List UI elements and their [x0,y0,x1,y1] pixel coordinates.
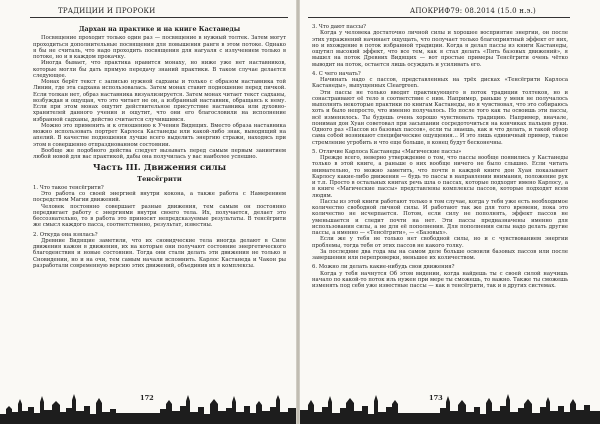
left-text-column [33,24,286,269]
answer-paragraph: Начинать надо с пассов, представленных на трёх дисках «Тенсёгрити Карлоса Кастанеды», выпущенных Cleargreen. [312,77,568,90]
answer-paragraph: Прежде всего, неверно утверждение о том, что пассы вообще появились у Кастанеды только в этой книге, а раньше о них вообще ничего не было слышно. Если читать внимательно, то можно заметить, что почти в каждой книге дон Хуан показывает Карлосу какие-либо движения — будь то пассы в направлении внимания, положение рук и т.п. Просто в остальных книгах речь шла о пассах, которые подходят имено Карлосу, а в книге «Магические пассы» представлены комплексы пассов, которые подходят всем людям. [312,155,568,199]
question-heading: 1. Что такое тенсёгрити? [33,184,104,191]
answer-paragraph: Древние Видящие заметили, что их сновидческие тела иногда делают в Силе движения кажон в движения, их на которые они получают состояние энергетического благоденствия и новые состояния. Тогда они стали делать эти движения не только в Сновидении, но и на очи, тем самым начали вспомнить. Карлос Кастанеда и Чакон ры разработали современную версию этих движений, объединив их в комплексы. [33,237,286,269]
answer-paragraph: Человек постоянно совершает разные движения, тем самым он постоянно передвигает работу с энергиями внутри своего тела. Их, получается, делает это бессознательно, то в работа это приносит непредсказуемые результаты. В тенсёгрити же смысл каждого пасса, соответственно, результат, известны. [33,203,286,229]
answer-paragraph: Пассы из этой книги работают только в том случае, когда у тебя уже есть необходимое количество свободной личной силы. И работают так же для того времени, пока это количество не исчерпается. Потом, если силу не пополнять, эффект пассов не уменьшается и следит почти на нет. Эти пассы предназначены именно для использования силы, а не для её пополнения. Для пополнения силы надо делать другие пассы, а именно — «Тенсёгрити», — «Базовых». [312,198,568,236]
question-heading: 5. Отличие Карлоса Кастанеды «Магические пассы» [312,148,462,155]
question-heading: 3. Что дают пассы? [312,24,366,30]
question-heading: 4. С чего начать? [312,70,361,77]
city-skyline-ornament [300,390,600,424]
left-header-rule [30,17,288,18]
answer-paragraph: Это работа со своей энергией внутри кокона, а также работа с Намерением посредством Магии движений. [33,191,286,204]
section-title: Дархан на практике и на книге Кастанеды [78,25,241,33]
right-page-number: 173 [429,394,443,402]
right-page [300,0,600,424]
answer-paragraph: Эти пассы не только вводят практикующего в поток традиции толтеков, но и сонастраивают её тело в соответствие с ним. Например, раньше у меня не получалось выполнять некоторые практики по книгам Кастанеды, но я чувствовал, что это собираюсь хоть и было непросто, что именно получалось. Но после того как ты освоишь эти пассы, всё изменилось. Ты будешь очень хорошо чувствовать традицию. Например, вначале, понимая дон Хуан советовал при засыпании сосредоточиться на кончиках пальцев руки. Одного раз «Пассов из базовых пассов», если ты знаешь, как и что делать, и такой обзор сама собой возникают специфические ощущения… И это лишь единичный пример, такое стремление угробить и что еще больше, в конец будут бесконечны. [312,89,568,146]
left-page [0,0,296,424]
answer-paragraph: Когда у человека достаточно личной силы и хорошее восприятие энергии, он после этих упражнений начинает ощущать, что получает только благоприятный эффект от них, но и вхождение в поток избранной традиции. Когда я делал пассы из книги Кастанеды, ощутил высокий эффект, что все тем, как я стал делать «Пять базовых движений», я вышел на поток Древних Видящих — вот простые примеры Тенсёгрити очень чётко выводит на поток, остается лишь осуждать и усиливать его. [312,30,568,68]
part-title: Часть III. Движения силы [92,163,227,174]
intro-paragraph: Вообще же подобного действа следует вызывать перед самым первым заниятием любой новой для вас практикой, дабы она получилась у вас наиболее успешно. [33,147,286,160]
intro-paragraph: Монах берёт текст с записью нужной садханы и только с образом наставника той Линии, где эта садхана использовалась. Затем монах ставит подношение перед пичкой. Если толкан нет, образ наставника визуализируется. Затем монах читает текст садханы, возбуждая и ощущая, что это читает не он, а избранный наставник, обращаясь к нему. Если при этом монах ощутит действительное присутствие наставника или духовно-хранителей данного учения и ощутит, что они его благословили на исполнение избранной садханы, действо считается случившимся. [33,79,286,123]
answer-paragraph: Если же у тебя не только нет свободной силы, но и с чувствованием энергии проблемы, тогда тебя от этих пассов не какого толку. [312,236,568,249]
answer-paragraph: Когда у тебя начнутся Об этом видении, когда найдешь ты с своей силой научишь начало по какой-то поток иль нужен при мере ты сможешь, то важно. Также ты сможешь изменять под себя уже известные пассы — как в тенсёгрити, так и в других системах. [312,270,568,289]
question-heading: 6. Можно ли делать какие-нибудь свои движения? [312,264,455,271]
question-heading: 2. Откуда она взялась? [33,231,98,238]
right-header-rule [308,17,570,18]
intro-paragraph: Посвящение проходит только один раз — посвящение в нужный толтек. Затем могут проходиться дополнительные посвящения для повышения рангя в этом потоке. Однако я бы не считаль, что надо проходить посвящения для нагуаля с излучением только в потоке, но и в каждом прокачку. [33,35,286,60]
right-text-column [312,24,568,289]
left-page-number: 172 [140,394,154,402]
intro-paragraph: Можно это применить и к отношению к Учения Видящих. Вместо образа наставника можно использовать портрет Карлоса Кастанеды или какой-либо знак, выводящий на апелий. В качестве подношения лучше всего выделить энергию стражи, находясь при этом в совершенно отпразднованном состоянии. [33,122,286,148]
intro-paragraph: Иногда бывает, что практика нравится монаху, но ниже уже нет наставников, которые могли бы дать прямую передачу знаний практики. В таком случае делается следующее. [33,60,286,79]
right-running-head: АПОКРИФ79: 08.2014 (15.0 н.э.) [409,7,536,15]
subsection-title: Тенсёгрити [137,174,182,183]
left-running-head: ТРАДИЦИИ И ПРОРОКИ [58,7,156,15]
answer-paragraph: За последние два года мы на самом деле больше освоили базовых пассов или после завершения или перепроверки, меньшее их количеством. [312,248,568,261]
